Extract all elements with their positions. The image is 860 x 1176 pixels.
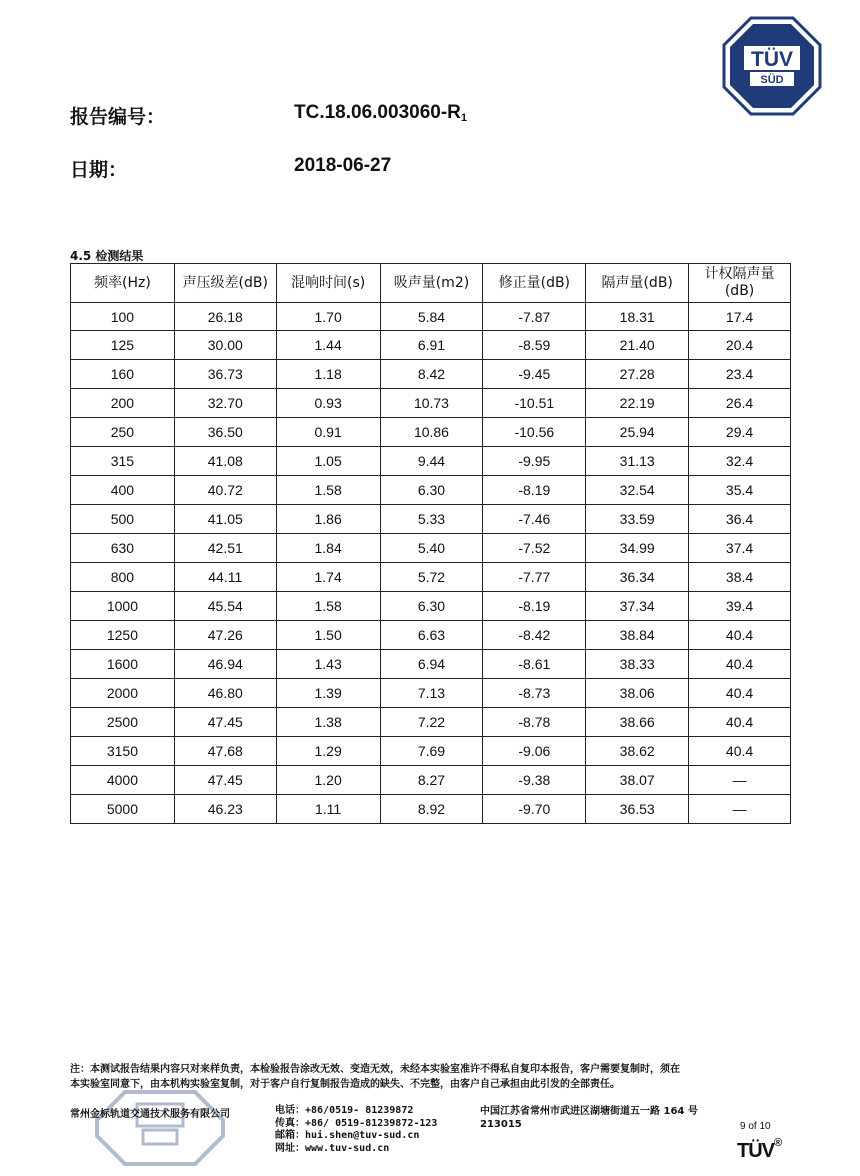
table-cell: 25.94 (586, 418, 689, 447)
table-row (71, 447, 791, 476)
table-cell: 1.38 (276, 708, 380, 737)
table-cell: 47.68 (174, 737, 276, 766)
table-cell: 36.73 (174, 360, 276, 389)
email-value[interactable]: hui.shen@tuv-sud.cn (305, 1130, 420, 1141)
results-table (70, 263, 791, 824)
table-cell: 46.80 (174, 679, 276, 708)
table-cell: -10.51 (483, 389, 586, 418)
table-cell: 41.05 (174, 505, 276, 534)
table-cell: 8.92 (380, 795, 483, 824)
address-line: 中国江苏省常州市武进区湖塘街道五一路 164 号 (480, 1106, 698, 1117)
report-number-subscript: 1 (460, 112, 468, 124)
table-cell: -8.59 (483, 331, 586, 360)
table-cell: 36.34 (586, 563, 689, 592)
table-row (71, 563, 791, 592)
footer-phone (275, 1105, 437, 1118)
table-cell: 1.70 (276, 303, 380, 331)
registered-mark: ® (774, 1137, 782, 1150)
table-body (71, 303, 791, 824)
table-cell: 33.59 (586, 505, 689, 534)
table-cell: 1.84 (276, 534, 380, 563)
table-cell: -8.19 (483, 592, 586, 621)
table-cell: 21.40 (586, 331, 689, 360)
table-cell: -7.87 (483, 303, 586, 331)
table-cell: 38.66 (586, 708, 689, 737)
table-cell: 36.50 (174, 418, 276, 447)
footer-brand-text: TÜV (737, 1140, 774, 1162)
table-cell: 7.13 (380, 679, 483, 708)
footer-company: 常州金标轨道交通技术服务有限公司 (70, 1109, 230, 1120)
table-row (71, 650, 791, 679)
table-cell: 1.58 (276, 476, 380, 505)
tuv-sud-logo (722, 16, 822, 116)
table-cell: 500 (71, 505, 175, 534)
table-cell: 42.51 (174, 534, 276, 563)
table-cell: 1.11 (276, 795, 380, 824)
table-cell: 38.62 (586, 737, 689, 766)
table-cell: 18.31 (586, 303, 689, 331)
table-cell: -9.95 (483, 447, 586, 476)
web-label: 网址： (275, 1142, 305, 1154)
table-row (71, 476, 791, 505)
table-cell: 630 (71, 534, 175, 563)
table-cell: 0.91 (276, 418, 380, 447)
footer-brand-mark (737, 1137, 782, 1163)
footer-watermark-logo (95, 1090, 225, 1166)
table-cell: 47.45 (174, 708, 276, 737)
table-cell: 10.86 (380, 418, 483, 447)
table-cell: 3150 (71, 737, 175, 766)
table-cell: 32.4 (689, 447, 791, 476)
table-cell: 40.4 (689, 708, 791, 737)
date-label: 日期： (70, 159, 128, 181)
table-cell: 44.11 (174, 563, 276, 592)
table-cell: 160 (71, 360, 175, 389)
table-cell: 38.06 (586, 679, 689, 708)
table-cell: 6.91 (380, 331, 483, 360)
table-cell: 27.28 (586, 360, 689, 389)
table-cell: 7.22 (380, 708, 483, 737)
table-cell: 6.30 (380, 476, 483, 505)
table-row (71, 592, 791, 621)
table-cell: 38.07 (586, 766, 689, 795)
table-cell: 32.54 (586, 476, 689, 505)
email-label: 邮箱： (275, 1130, 305, 1141)
footer-web (275, 1143, 437, 1156)
table-cell: 5.72 (380, 563, 483, 592)
column-header: 声压级差(dB) (174, 264, 276, 303)
table-cell: 23.4 (689, 360, 791, 389)
column-header: 隔声量(dB) (586, 264, 689, 303)
table-cell: 26.18 (174, 303, 276, 331)
table-cell: 1.86 (276, 505, 380, 534)
table-cell: 10.73 (380, 389, 483, 418)
table-cell: 1.29 (276, 737, 380, 766)
table-row (71, 679, 791, 708)
date-value: 2018-06-27 (294, 155, 392, 176)
table-cell: 5.84 (380, 303, 483, 331)
table-cell: 47.45 (174, 766, 276, 795)
footer-note-line-2: 本实验室同意下，由本机构实验室复制，对于客户自行复制报告造成的缺失、不完整，由客户自己承担由此引发的全部责任。 (70, 1079, 620, 1090)
table-cell: 47.26 (174, 621, 276, 650)
table-cell: -7.46 (483, 505, 586, 534)
table-cell: 40.4 (689, 679, 791, 708)
table-cell: 46.23 (174, 795, 276, 824)
table-cell: 29.4 (689, 418, 791, 447)
table-cell: 26.4 (689, 389, 791, 418)
table-row (71, 766, 791, 795)
table-cell: 37.34 (586, 592, 689, 621)
report-number-label: 报告编号： (70, 106, 166, 128)
table-row (71, 331, 791, 360)
table-cell: -8.42 (483, 621, 586, 650)
table-row (71, 360, 791, 389)
logo-sub-text: SÜD (760, 74, 784, 86)
table-cell: 0.93 (276, 389, 380, 418)
table-cell: 1.74 (276, 563, 380, 592)
table-cell: -8.19 (483, 476, 586, 505)
fax-label: 传真： (275, 1117, 305, 1129)
phone-value: +86/0519- 81239872 (305, 1105, 414, 1116)
table-row (71, 621, 791, 650)
table-cell: 1.18 (276, 360, 380, 389)
column-header: 混响时间(s) (276, 264, 380, 303)
table-cell: 35.4 (689, 476, 791, 505)
page-number: 9 of 10 (740, 1121, 771, 1132)
table-cell: -9.45 (483, 360, 586, 389)
table-cell: -8.78 (483, 708, 586, 737)
table-cell: 22.19 (586, 389, 689, 418)
table-row (71, 708, 791, 737)
table-cell: 1.58 (276, 592, 380, 621)
table-cell: 20.4 (689, 331, 791, 360)
table-cell: 1000 (71, 592, 175, 621)
table-cell: -8.73 (483, 679, 586, 708)
table-cell: 8.42 (380, 360, 483, 389)
table-cell: -9.38 (483, 766, 586, 795)
table-cell: -9.70 (483, 795, 586, 824)
table-cell: 40.4 (689, 737, 791, 766)
footer-note-line-1: 注：本测试报告结果内容只对来样负责，本检验报告涂改无效、变造无效，未经本实验室准许不得私自复印本报告，客户需要复制时，须在 (70, 1064, 680, 1075)
table-cell: -8.61 (483, 650, 586, 679)
table-cell: 39.4 (689, 592, 791, 621)
table-header-row (71, 264, 791, 303)
table-cell: 1.39 (276, 679, 380, 708)
table-cell: 6.94 (380, 650, 483, 679)
table-cell: 45.54 (174, 592, 276, 621)
table-cell: -9.06 (483, 737, 586, 766)
table-cell: 100 (71, 303, 175, 331)
table-cell: 1600 (71, 650, 175, 679)
table-row (71, 505, 791, 534)
table-cell: 6.30 (380, 592, 483, 621)
table-cell: 9.44 (380, 447, 483, 476)
table-row (71, 737, 791, 766)
table-cell: 40.4 (689, 621, 791, 650)
footer-contact (275, 1105, 437, 1155)
table-cell: 6.63 (380, 621, 483, 650)
table-cell: 250 (71, 418, 175, 447)
table-cell: 315 (71, 447, 175, 476)
table-cell: 125 (71, 331, 175, 360)
table-cell: 8.27 (380, 766, 483, 795)
logo-brand-text: TÜV (751, 48, 793, 71)
footer-note (70, 1062, 790, 1092)
table-cell: 1.20 (276, 766, 380, 795)
table-cell: 1.05 (276, 447, 380, 476)
table-cell: 32.70 (174, 389, 276, 418)
table-cell: — (689, 795, 791, 824)
table-cell: 37.4 (689, 534, 791, 563)
column-header: 吸声量(m2) (380, 264, 483, 303)
fax-value: +86/ 0519-81239872-123 (305, 1117, 438, 1129)
table-row (71, 389, 791, 418)
table-cell: 17.4 (689, 303, 791, 331)
table-cell: — (689, 766, 791, 795)
table-cell: 800 (71, 563, 175, 592)
table-cell: -7.77 (483, 563, 586, 592)
table-cell: 38.33 (586, 650, 689, 679)
report-number-main: TC.18.06.003060-R (294, 102, 461, 123)
table-cell: -7.52 (483, 534, 586, 563)
report-number-value (294, 102, 467, 124)
table-cell: 1.44 (276, 331, 380, 360)
column-header: 计权隔声量 (dB) (689, 264, 791, 303)
section-title: 4.5 检测结果 (70, 249, 144, 263)
table-cell: 36.4 (689, 505, 791, 534)
table-row (71, 418, 791, 447)
footer-fax (275, 1118, 437, 1131)
footer-address (480, 1105, 698, 1131)
table-cell: 200 (71, 389, 175, 418)
table-row (71, 303, 791, 331)
table-cell: 1.50 (276, 621, 380, 650)
table-cell: 46.94 (174, 650, 276, 679)
table-cell: 400 (71, 476, 175, 505)
table-cell: 1250 (71, 621, 175, 650)
table-cell: 34.99 (586, 534, 689, 563)
table-cell: 38.4 (689, 563, 791, 592)
table-cell: -10.56 (483, 418, 586, 447)
table-cell: 31.13 (586, 447, 689, 476)
postcode-line: 213015 (480, 1119, 522, 1130)
table-cell: 5000 (71, 795, 175, 824)
table-cell: 4000 (71, 766, 175, 795)
table-cell: 7.69 (380, 737, 483, 766)
table-cell: 40.4 (689, 650, 791, 679)
table-row (71, 534, 791, 563)
table-cell: 30.00 (174, 331, 276, 360)
table-cell: 41.08 (174, 447, 276, 476)
column-header: 频率(Hz) (71, 264, 175, 303)
table-cell: 38.84 (586, 621, 689, 650)
table-cell: 36.53 (586, 795, 689, 824)
table-cell: 40.72 (174, 476, 276, 505)
footer-email (275, 1130, 437, 1143)
column-header: 修正量(dB) (483, 264, 586, 303)
table-cell: 1.43 (276, 650, 380, 679)
phone-label: 电话： (275, 1105, 305, 1116)
web-value[interactable]: www.tuv-sud.cn (305, 1142, 390, 1154)
table-cell: 2000 (71, 679, 175, 708)
table-cell: 5.40 (380, 534, 483, 563)
table-cell: 2500 (71, 708, 175, 737)
table-row (71, 795, 791, 824)
table-cell: 5.33 (380, 505, 483, 534)
